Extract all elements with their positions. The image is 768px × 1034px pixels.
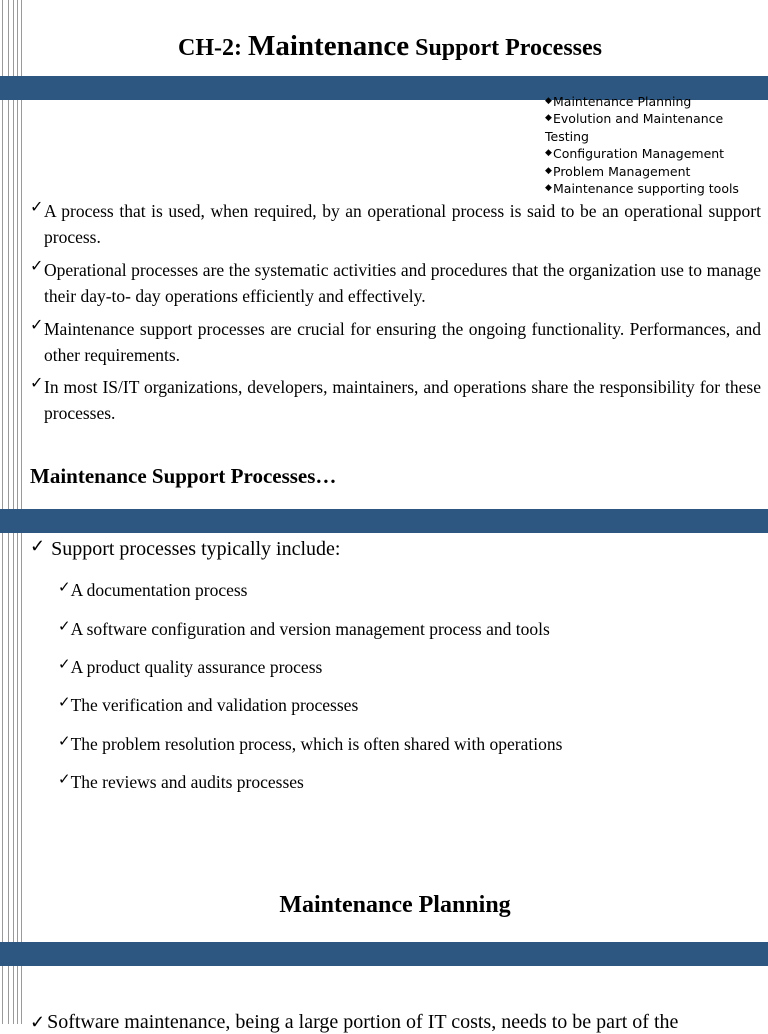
section-heading: Maintenance Support Processes… xyxy=(30,464,337,488)
topic-item xyxy=(545,110,745,127)
check-icon: ✓ xyxy=(58,580,71,596)
list-item xyxy=(58,772,304,793)
topic-item xyxy=(545,93,745,110)
header-band xyxy=(0,509,768,533)
list-item-text: A product quality assurance process xyxy=(70,657,323,677)
check-icon: ✓ xyxy=(30,375,44,392)
list-item xyxy=(58,734,562,755)
check-icon: ✓ xyxy=(58,772,71,788)
check-icon: ✓ xyxy=(30,317,44,334)
list-item-text: A documentation process xyxy=(70,580,248,600)
topic-item-label: Evolution and Maintenance xyxy=(553,111,724,127)
diamond-bullet-icon: ◆ xyxy=(545,165,552,176)
topic-item-label: Maintenance supporting tools xyxy=(553,181,739,197)
diamond-bullet-icon: ◆ xyxy=(545,96,552,106)
paragraph xyxy=(30,258,761,309)
paragraph xyxy=(30,375,761,426)
check-icon: ✓ xyxy=(58,619,71,635)
check-icon: ✓ xyxy=(30,199,44,216)
topic-item-label: Problem Management xyxy=(553,163,691,179)
paragraph-text: Maintenance support processes are crucial for ensuring the ongoing functionality. Performances, and other requirements. xyxy=(44,319,761,365)
list-item xyxy=(58,619,550,640)
topic-item xyxy=(545,145,745,162)
title-prefix: CH-2: xyxy=(178,35,248,61)
list-item xyxy=(58,580,247,601)
section-heading: Maintenance Planning xyxy=(279,892,511,918)
topic-item-label: Testing xyxy=(545,128,589,144)
list-item-text: The reviews and audits processes xyxy=(70,772,304,792)
diamond-bullet-icon: ◆ xyxy=(545,148,552,159)
paragraph-text: Software maintenance, being a large portion of IT costs, needs to be part of the xyxy=(47,1011,679,1033)
check-icon: ✓ xyxy=(58,695,71,711)
paragraph-text: A process that is used, when required, by an operational process is said to be an operational support process. xyxy=(44,201,761,247)
lead-bullet xyxy=(30,538,340,561)
diamond-bullet-icon: ◆ xyxy=(545,183,552,194)
paragraph xyxy=(30,317,761,368)
topic-item xyxy=(545,180,745,197)
paragraph-text: Operational processes are the systematic activities and procedures that the organization use to manage their day-to- day operations efficiently and effectively. xyxy=(44,260,761,306)
header-band xyxy=(0,942,768,966)
paragraph-text: In most IS/IT organizations, developers, maintainers, and operations share the responsibility for these processes. xyxy=(44,377,761,423)
title-rest: Support Processes xyxy=(409,35,602,61)
title-main-word: Maintenance xyxy=(248,30,410,62)
list-item xyxy=(58,695,358,716)
topic-item xyxy=(545,163,745,180)
paragraph xyxy=(30,199,761,250)
list-item-text: The problem resolution process, which is often shared with operations xyxy=(70,734,563,754)
list-item-text: The verification and validation processes xyxy=(70,695,359,715)
topic-item-label: Configuration Management xyxy=(553,146,725,162)
topic-list xyxy=(545,93,745,197)
check-icon: ✓ xyxy=(58,657,71,673)
list-item-text: A software configuration and version management process and tools xyxy=(70,619,550,639)
list-item xyxy=(58,657,322,678)
lead-text: Support processes typically include: xyxy=(51,538,341,560)
diamond-bullet-icon: ◆ xyxy=(545,113,552,124)
topic-item-continuation xyxy=(545,128,745,145)
page-title xyxy=(0,28,768,66)
paragraph-partial xyxy=(30,1011,678,1034)
topic-item-label: Maintenance Planning xyxy=(553,94,692,109)
check-icon: ✓ xyxy=(30,536,46,556)
check-icon: ✓ xyxy=(58,734,71,750)
check-icon: ✓ xyxy=(30,1012,46,1032)
check-icon: ✓ xyxy=(30,258,44,275)
